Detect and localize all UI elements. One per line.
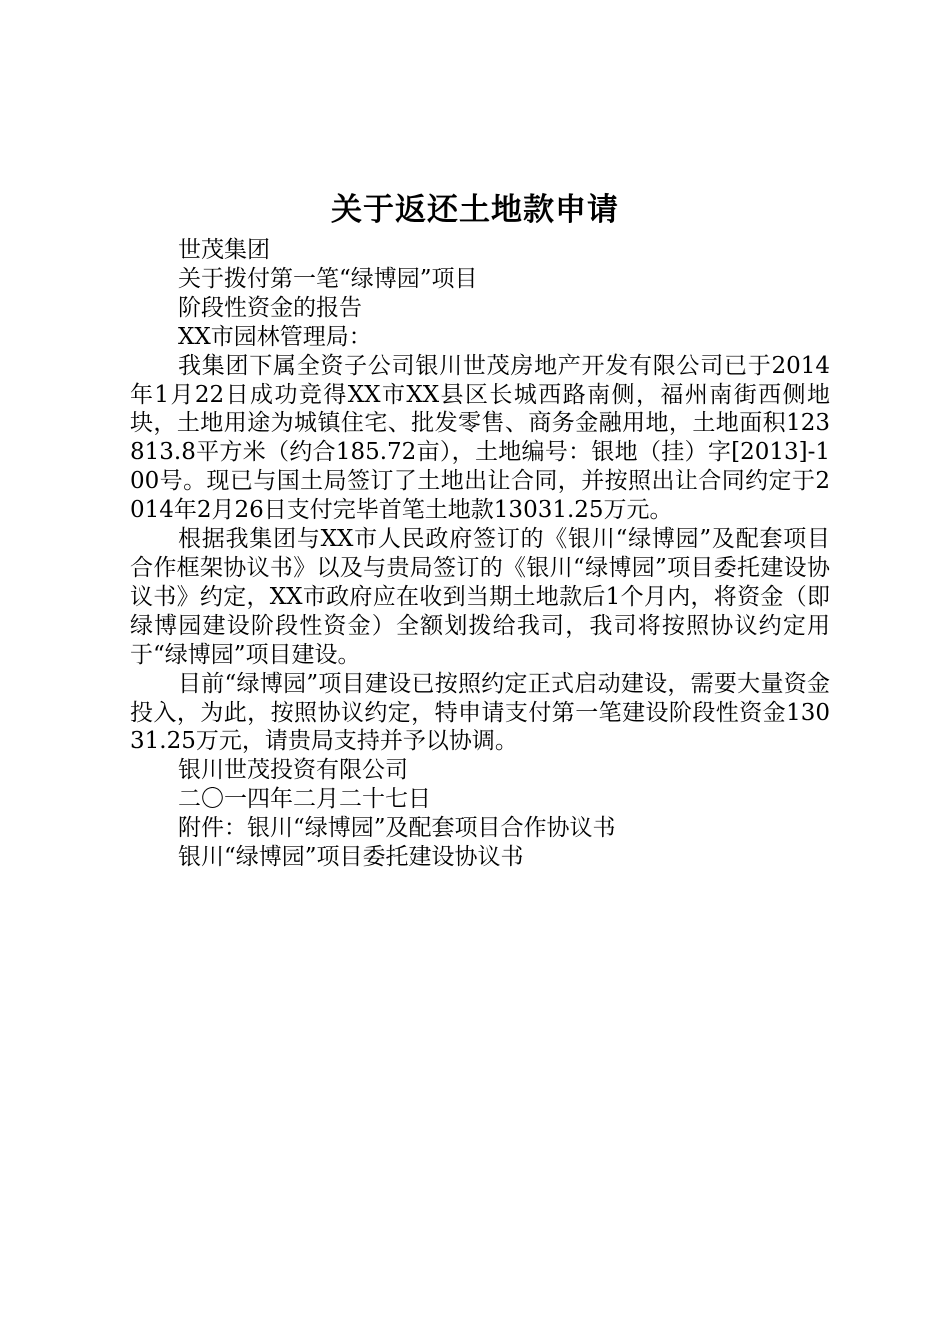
document-title: 关于返还土地款申请 bbox=[331, 192, 619, 228]
document-body bbox=[130, 236, 830, 872]
header-line-subject-1: 关于拨付第一笔“绿博园”项目 bbox=[178, 265, 478, 292]
header-line-subject-2: 阶段性资金的报告 bbox=[178, 294, 362, 321]
paragraph-request: 目前“绿博园”项目建设已按照约定正式启动建设，需要大量资金投入，为此，按照协议约定，特申请支付第一笔建设阶段性资金13031.25万元，请贵局支持并予以协调。 bbox=[130, 670, 830, 755]
footer-line-attachment-2: 银川“绿博园”项目委托建设协议书 bbox=[178, 844, 524, 871]
footer-line-attachment-1: 附件：银川“绿博园”及配套项目合作协议书 bbox=[178, 815, 616, 842]
header-line-company: 世茂集团 bbox=[178, 237, 270, 263]
paragraph-land-acquisition: 我集团下属全资子公司银川世茂房地产开发有限公司已于2014年1月22日成功竞得XX市XX县区长城西路南侧，福州南街西侧地块，土地用途为城镇住宅、批发零售、商务金融用地，土地面积123813.8平方米（约合185.72亩），土地编号：银地（挂）字[2013]-100号。现已与国土局签订了土地出让合同，并按照出让合同约定于2014年2月26日支付完毕首笔土地款13031.25万元。 bbox=[130, 352, 830, 524]
footer-line-signatory: 银川世茂投资有限公司 bbox=[178, 757, 408, 784]
header-line-recipient: XX市园林管理局： bbox=[178, 323, 372, 350]
footer-line-date: 二〇一四年二月二十七日 bbox=[178, 786, 431, 813]
paragraph-agreement: 根据我集团与XX市人民政府签订的《银川“绿博园”及配套项目合作框架协议书》以及与贵局签订的《银川“绿博园”项目委托建设协议书》约定，XX市政府应在收到当期土地款后1个月内，将资金（即绿博园建设阶段性资金）全额划拨给我司，我司将按照协议约定用于“绿博园”项目建设。 bbox=[130, 526, 830, 668]
